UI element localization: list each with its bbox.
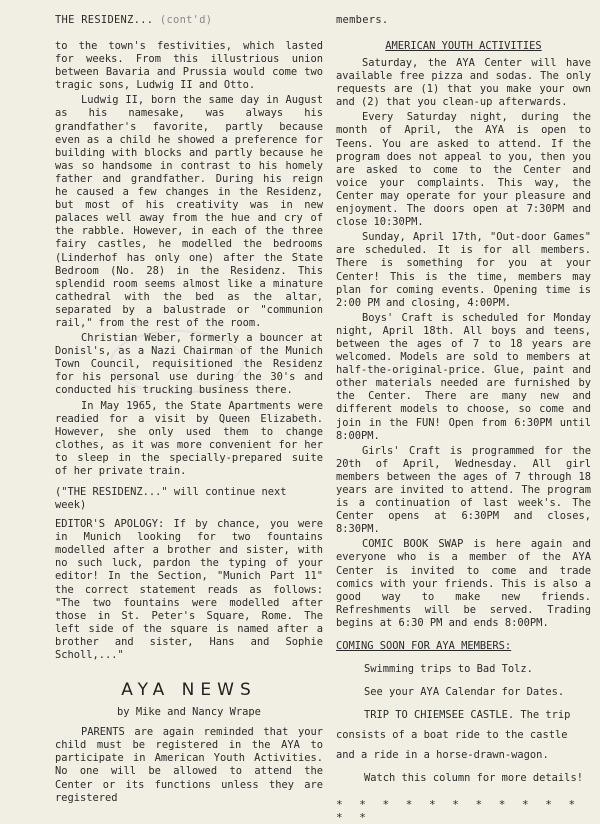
coming-soon-item-1: Swimming trips to Bad Tolz. (364, 663, 533, 676)
coming-soon-heading: COMING SOON FOR AYA MEMBERS: (336, 640, 512, 653)
residenz-paragraph-3: Christian Weber, formerly a bouncer at Donisl's, as a Nazi Chairman of the Munich Town Council, requisitioned the Residenz for his personal use during the 30's and conducted his trucking business there. (55, 332, 323, 397)
coming-soon-item-4: Watch this column for more details! (364, 772, 583, 785)
residenz-paragraph-2: Ludwig II, born the same day in August as his namesake, was always his grandfather's favorite, partly because even as a child he showed a preference for building with blocks and partly because he was so handsome in contrast to his homely father and grandfather. During his reign he caused a few changes in the Residenz, but most of his creativity was in new palaces well away from the hue and cry of the rabble. However, in each of the three fairy castles, he modelled the bedrooms (Linderhof has only one) after the State Bedroom (No. 28) in the Residenz. This splendid room seems almost like a minature cathedral with the bed as the altar, separated by a balustrade or "communion rail," from the rest of the room. (55, 94, 323, 329)
coming-soon-item-3: TRIP TO CHIEMSEE CASTLE. The trip consists of a boat ride to the castle and a ride in a horse-drawn-wagon. (336, 709, 571, 762)
aya-byline: by Mike and Nancy Wrape (117, 706, 261, 719)
left-column (55, 0, 323, 807)
right-continuation: members. (336, 14, 389, 26)
section-heading-aya: AMERICAN YOUTH ACTIVITIES (385, 40, 542, 52)
aya-paragraph-1: Saturday, the AYA Center will have available free pizza and sodas. The only requests are (1) that you make your own and (2) that you clean-up afterwards. (336, 57, 591, 109)
aya-paragraph-3: Sunday, April 17th, "Out-door Games" are scheduled. It is for all members. There is something for you at your Center! This is the time, members may plan for coming events. Opening time is 2:00 PM and closing, 4:00PM. (336, 231, 591, 309)
parents-paragraph: PARENTS are again reminded that your child must be registered in the AYA to participate in American Youth Activities. No one will be allowed to attend the Center or its functions unless they are registered (55, 726, 323, 804)
coming-soon-item-2: See your AYA Calendar for Dates. (364, 686, 565, 699)
aya-news-title: AYA NEWS (121, 680, 257, 701)
right-column (336, 0, 591, 824)
header-title: THE RESIDENZ... (55, 14, 154, 26)
star-divider: * * * * * * * * * * * * * (336, 798, 581, 824)
aya-paragraph-4: Boys' Craft is scheduled for Monday night, April 18th. All boys and teens, between the ages of 7 to 18 years are welcomed. Models are sold to members at half-the-original-price. Glue, paint and other materials needed are furnished by the Center. There are many new and different models to choose, so come and join in the FUN! Open from 6:30PM until 8:00PM. (336, 311, 591, 442)
aya-paragraph-5: Girls' Craft is programmed for the 20th of April, Wednesday. All girl members between the ages of 7 through 18 years are invited to attend. The program is a continuation of last week's. The Center opens at 6:30PM and closes, 8:30PM. (336, 444, 591, 536)
residenz-paragraph-1: to the town's festivities, which lasted for weeks. From this illustrious union between Bavaria and Prussia would come two tragic sons, Ludwig II and Otto. (55, 40, 323, 92)
aya-paragraph-2: Every Saturday night, during the month of April, the AYA is open to Teens. You are asked to attend. If the program does not appeal to you, then you are asked to come to the Center and voice your complaints. This way, the Center may operate for your pleasure and enjoyment. The doors open at 7:30PM and close 10:30PM. (336, 111, 591, 229)
continued-note: ("THE RESIDENZ..." will continue next week) (55, 486, 287, 512)
running-header (55, 14, 323, 40)
residenz-paragraph-4: In May 1965, the State Apartments were readied for a visit by Queen Elizabeth. However, she only used them to change clothes, as it was more convenient for her to sleep in the specially-prepared suite of her private train. (55, 399, 323, 477)
editors-apology: EDITOR'S APOLOGY: If by chance, you were in Munich looking for two fountains modelled after a brother and sister, with no such luck, pardon the typing of your editor! In the Section, "Munich Part 11" the correct statement reads as follows: "The two fountains were modelled after those in St. Peter's Square, Rome. The left side of the square is named after a brother and sister, Hans and Sophie Scholl,..." (55, 518, 323, 662)
aya-paragraph-6: COMIC BOOK SWAP is here again and everyone who is a member of the AYA Center is invited to come and trade comics with your friends. This is also a good way to make new friends. Refreshments will be served. Trading begins at 6:30 PM and ends 8:00PM. (336, 538, 591, 629)
header-contd: (cont'd) (159, 14, 213, 26)
